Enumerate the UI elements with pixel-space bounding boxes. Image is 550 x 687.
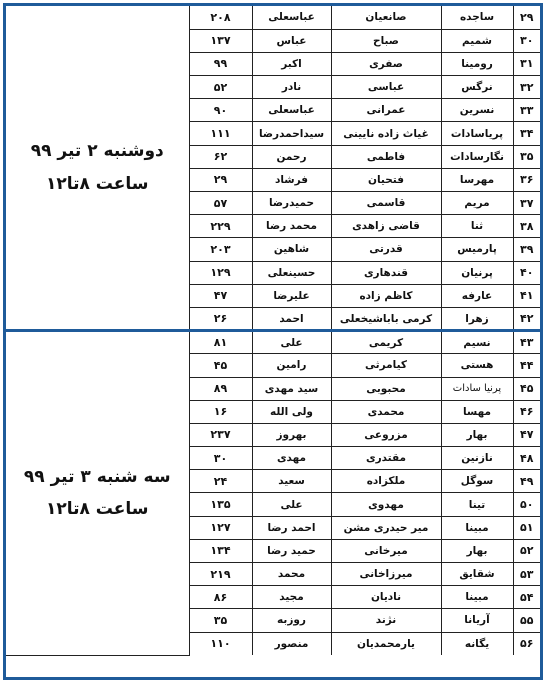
- schedule-sheet: [3, 3, 543, 680]
- father-name-cell: مجید: [252, 586, 331, 609]
- schedule-body: [6, 6, 540, 655]
- first-name-cell: مبینا: [441, 516, 513, 539]
- row-number-cell: ۴۲: [513, 307, 540, 330]
- student-code-cell: ۲۹: [189, 168, 252, 191]
- first-name-cell: آریانا: [441, 609, 513, 632]
- last-name-cell: ملکزاده: [331, 470, 441, 493]
- father-name-cell: حمید رضا: [252, 539, 331, 562]
- first-name-cell: پریاسادات: [441, 122, 513, 145]
- last-name-cell: قدرتی: [331, 238, 441, 261]
- last-name-cell: صانعیان: [331, 6, 441, 29]
- student-code-cell: ۲۱۹: [189, 563, 252, 586]
- father-name-cell: عباس: [252, 29, 331, 52]
- student-code-cell: ۶۲: [189, 145, 252, 168]
- row-number-cell: ۴۵: [513, 377, 540, 400]
- first-name-cell: بهار: [441, 539, 513, 562]
- row-number-cell: ۳۲: [513, 76, 540, 99]
- student-code-cell: ۱۳۵: [189, 493, 252, 516]
- father-name-cell: شاهین: [252, 238, 331, 261]
- student-code-cell: ۲۳۷: [189, 423, 252, 446]
- table-row: [6, 6, 540, 29]
- first-name-cell: ثنا: [441, 215, 513, 238]
- last-name-cell: قندهاری: [331, 261, 441, 284]
- row-number-cell: ۴۹: [513, 470, 540, 493]
- first-name-cell: عارفه: [441, 284, 513, 307]
- first-name-cell: مهسا: [441, 400, 513, 423]
- student-code-cell: ۱۲۷: [189, 516, 252, 539]
- row-number-cell: ۴۰: [513, 261, 540, 284]
- row-number-cell: ۴۱: [513, 284, 540, 307]
- first-name-cell: یگانه: [441, 632, 513, 655]
- row-number-cell: ۳۹: [513, 238, 540, 261]
- student-code-cell: ۹۹: [189, 52, 252, 75]
- student-code-cell: ۵۷: [189, 192, 252, 215]
- student-code-cell: ۲۰۸: [189, 6, 252, 29]
- last-name-cell: مزروعی: [331, 423, 441, 446]
- student-code-cell: ۱۱۱: [189, 122, 252, 145]
- father-name-cell: اکبر: [252, 52, 331, 75]
- last-name-cell: فاطمی: [331, 145, 441, 168]
- father-name-cell: علی: [252, 493, 331, 516]
- last-name-cell: مقتدری: [331, 447, 441, 470]
- row-number-cell: ۵۴: [513, 586, 540, 609]
- first-name-cell: مبینا: [441, 586, 513, 609]
- last-name-cell: عمرانی: [331, 99, 441, 122]
- first-name-cell: نگارسادات: [441, 145, 513, 168]
- session-time: ساعت ۸تا۱۲: [45, 173, 149, 194]
- father-name-cell: ولی الله: [252, 400, 331, 423]
- first-name-cell: ساجده: [441, 6, 513, 29]
- last-name-cell: صباح: [331, 29, 441, 52]
- row-number-cell: ۳۶: [513, 168, 540, 191]
- last-name-cell: عباسی: [331, 76, 441, 99]
- last-name-cell: قاضی زاهدی: [331, 215, 441, 238]
- student-code-cell: ۲۲۹: [189, 215, 252, 238]
- row-number-cell: ۵۰: [513, 493, 540, 516]
- father-name-cell: نادر: [252, 76, 331, 99]
- last-name-cell: کیامرثی: [331, 354, 441, 377]
- father-name-cell: عباسعلی: [252, 6, 331, 29]
- father-name-cell: سید مهدی: [252, 377, 331, 400]
- first-name-cell: مریم: [441, 192, 513, 215]
- first-name-cell: پارمیس: [441, 238, 513, 261]
- last-name-cell: نژند: [331, 609, 441, 632]
- first-name-cell: شقایق: [441, 563, 513, 586]
- father-name-cell: منصور: [252, 632, 331, 655]
- last-name-cell: کریمی: [331, 331, 441, 354]
- father-name-cell: رحمن: [252, 145, 331, 168]
- row-number-cell: ۵۲: [513, 539, 540, 562]
- first-name-cell: رومینا: [441, 52, 513, 75]
- student-code-cell: ۸۱: [189, 331, 252, 354]
- session-day-cell: [6, 331, 189, 656]
- student-code-cell: ۲۰۳: [189, 238, 252, 261]
- first-name-cell: پرنیان: [441, 261, 513, 284]
- last-name-cell: میر حیدری مشن: [331, 516, 441, 539]
- row-number-cell: ۴۴: [513, 354, 540, 377]
- row-number-cell: ۳۵: [513, 145, 540, 168]
- student-code-cell: ۸۶: [189, 586, 252, 609]
- student-code-cell: ۴۷: [189, 284, 252, 307]
- session-time: ساعت ۸تا۱۲: [45, 499, 149, 520]
- last-name-cell: صفری: [331, 52, 441, 75]
- student-code-cell: ۸۹: [189, 377, 252, 400]
- first-name-cell: پرنیا سادات: [441, 377, 513, 400]
- row-number-cell: ۲۹: [513, 6, 540, 29]
- table-row: [6, 331, 540, 354]
- first-name-cell: سوگل: [441, 470, 513, 493]
- row-number-cell: ۳۰: [513, 29, 540, 52]
- last-name-cell: میرخانی: [331, 539, 441, 562]
- student-code-cell: ۲۴: [189, 470, 252, 493]
- first-name-cell: نازنین: [441, 447, 513, 470]
- father-name-cell: مهدی: [252, 447, 331, 470]
- last-name-cell: محمدی: [331, 400, 441, 423]
- first-name-cell: شمیم: [441, 29, 513, 52]
- student-code-cell: ۱۳۷: [189, 29, 252, 52]
- row-number-cell: ۵۳: [513, 563, 540, 586]
- last-name-cell: مهدوی: [331, 493, 441, 516]
- last-name-cell: قاسمی: [331, 192, 441, 215]
- last-name-cell: میرزاخانی: [331, 563, 441, 586]
- last-name-cell: فتحیان: [331, 168, 441, 191]
- session-date: سه شنبه ۳ تیر ۹۹: [23, 467, 171, 488]
- first-name-cell: هستی: [441, 354, 513, 377]
- father-name-cell: محمد: [252, 563, 331, 586]
- father-name-cell: عباسعلی: [252, 99, 331, 122]
- student-code-cell: ۳۵: [189, 609, 252, 632]
- student-code-cell: ۱۳۴: [189, 539, 252, 562]
- last-name-cell: نادیان: [331, 586, 441, 609]
- father-name-cell: علیرضا: [252, 284, 331, 307]
- row-number-cell: ۴۳: [513, 331, 540, 354]
- first-name-cell: مهرسا: [441, 168, 513, 191]
- father-name-cell: حسینعلی: [252, 261, 331, 284]
- father-name-cell: احمد: [252, 307, 331, 330]
- father-name-cell: محمد رضا: [252, 215, 331, 238]
- student-code-cell: ۴۵: [189, 354, 252, 377]
- father-name-cell: فرشاد: [252, 168, 331, 191]
- first-name-cell: نسیم: [441, 331, 513, 354]
- row-number-cell: ۵۱: [513, 516, 540, 539]
- row-number-cell: ۵۵: [513, 609, 540, 632]
- student-code-cell: ۱۲۹: [189, 261, 252, 284]
- first-name-cell: بهار: [441, 423, 513, 446]
- father-name-cell: سیداحمدرضا: [252, 122, 331, 145]
- student-code-cell: ۲۶: [189, 307, 252, 330]
- session-day-cell: [6, 6, 189, 331]
- row-number-cell: ۳۷: [513, 192, 540, 215]
- father-name-cell: حمیدرضا: [252, 192, 331, 215]
- schedule-table: [6, 6, 540, 656]
- student-code-cell: ۹۰: [189, 99, 252, 122]
- last-name-cell: محبوبی: [331, 377, 441, 400]
- row-number-cell: ۳۱: [513, 52, 540, 75]
- father-name-cell: سعید: [252, 470, 331, 493]
- first-name-cell: تینا: [441, 493, 513, 516]
- row-number-cell: ۴۸: [513, 447, 540, 470]
- row-number-cell: ۵۶: [513, 632, 540, 655]
- row-number-cell: ۴۷: [513, 423, 540, 446]
- last-name-cell: یارمحمدیان: [331, 632, 441, 655]
- father-name-cell: علی: [252, 331, 331, 354]
- student-code-cell: ۳۰: [189, 447, 252, 470]
- father-name-cell: روزبه: [252, 609, 331, 632]
- student-code-cell: ۱۶: [189, 400, 252, 423]
- first-name-cell: نرگس: [441, 76, 513, 99]
- first-name-cell: زهرا: [441, 307, 513, 330]
- father-name-cell: بهروز: [252, 423, 331, 446]
- first-name-cell: نسرین: [441, 99, 513, 122]
- row-number-cell: ۳۴: [513, 122, 540, 145]
- last-name-cell: کاظم زاده: [331, 284, 441, 307]
- student-code-cell: ۱۱۰: [189, 632, 252, 655]
- father-name-cell: احمد رضا: [252, 516, 331, 539]
- row-number-cell: ۴۶: [513, 400, 540, 423]
- father-name-cell: رامین: [252, 354, 331, 377]
- session-date: دوشنبه ۲ تیر ۹۹: [30, 141, 164, 162]
- student-code-cell: ۵۲: [189, 76, 252, 99]
- row-number-cell: ۳۳: [513, 99, 540, 122]
- last-name-cell: کرمی باباشیخعلی: [331, 307, 441, 330]
- row-number-cell: ۳۸: [513, 215, 540, 238]
- last-name-cell: غیاث زاده نایینی: [331, 122, 441, 145]
